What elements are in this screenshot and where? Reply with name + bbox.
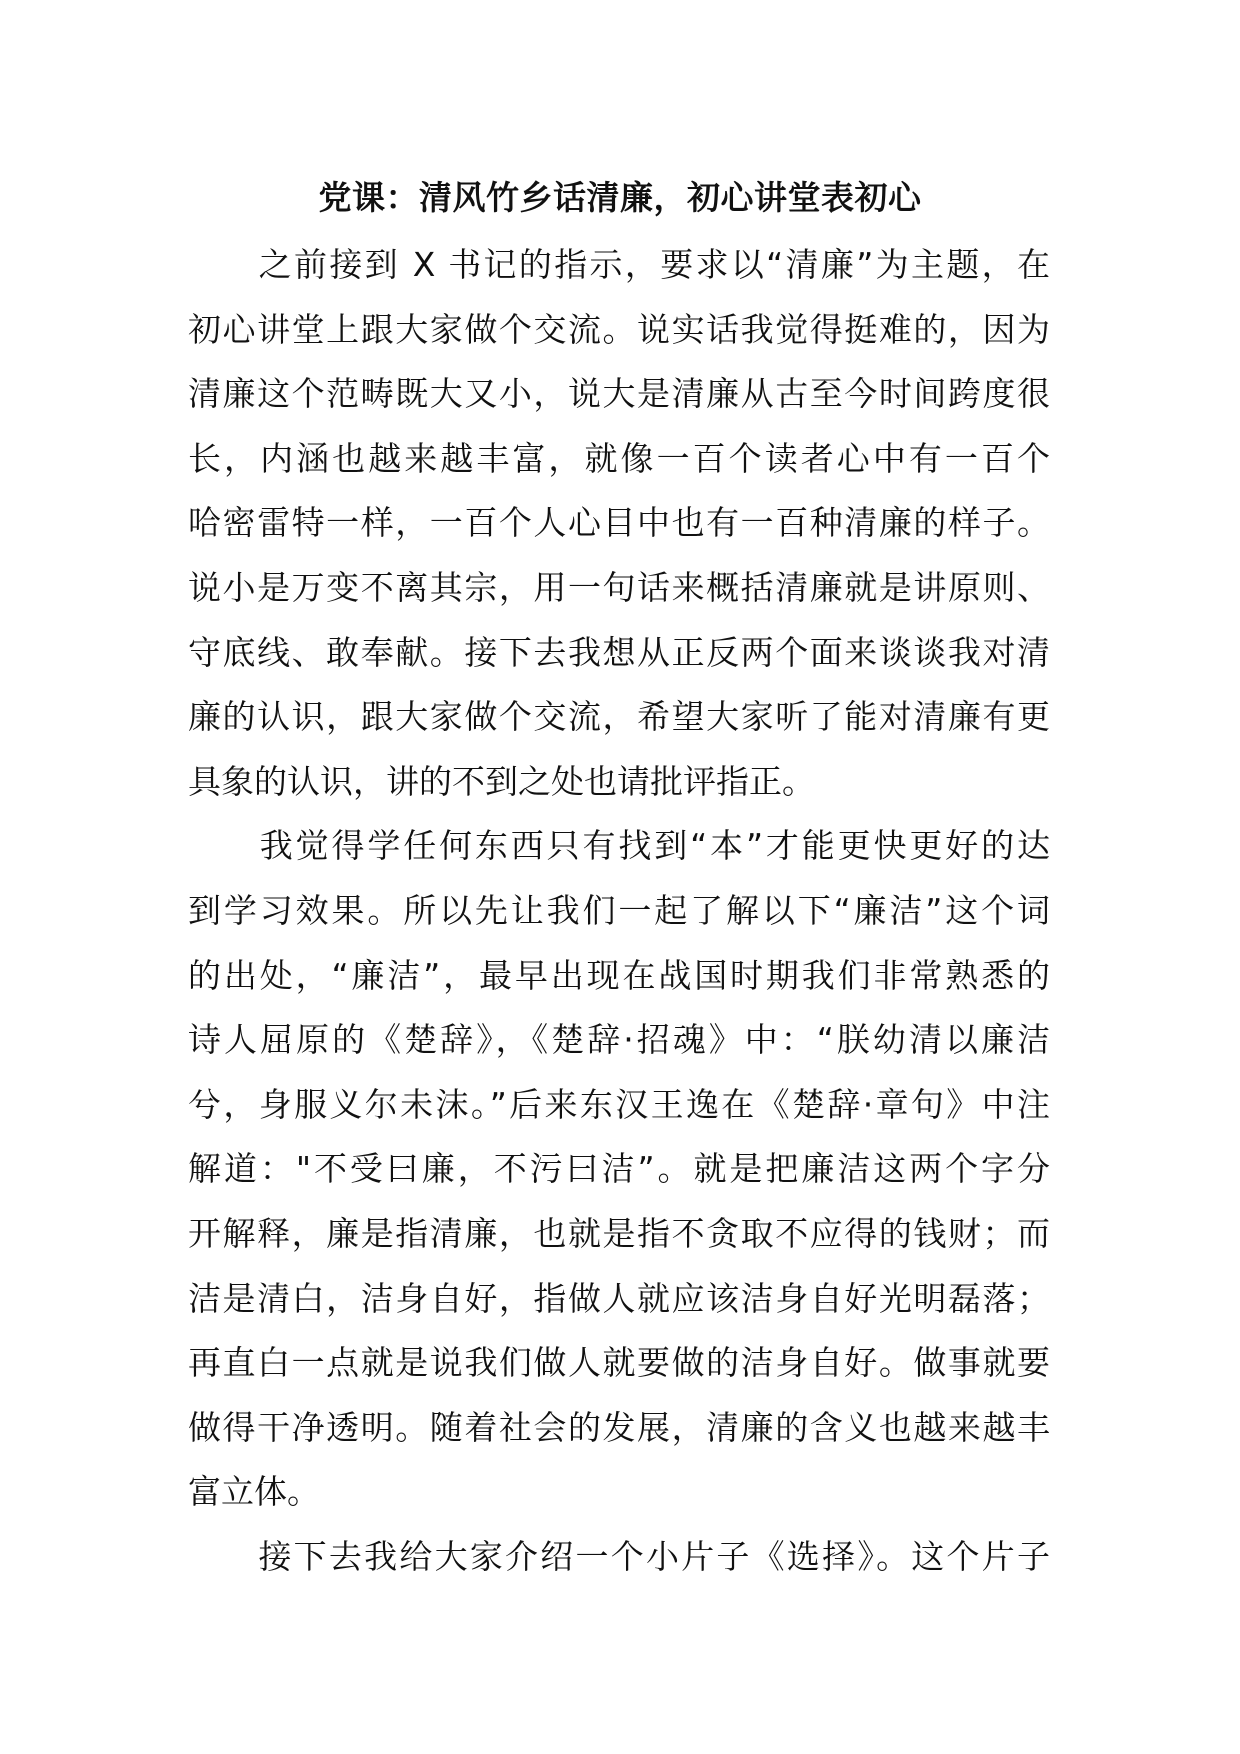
- text-line: 到学习效果。所以先让我们一起了解以下“廉洁”这个词: [188, 890, 1050, 930]
- text-line: 哈密雷特一样，一百个人心目中也有一百种清廉的样子。: [188, 503, 1050, 543]
- text-line: 解道："不受曰廉，不污曰洁”。就是把廉洁这两个字分: [188, 1149, 1050, 1189]
- text-line: 之前接到 X 书记的指示，要求以“清廉”为主题，在: [188, 245, 1050, 284]
- text-line: 具象的认识，讲的不到之处也请批评指正。: [188, 761, 815, 801]
- text-line: 富立体。: [188, 1472, 320, 1512]
- text-line: 接下去我给大家介绍一个小片子《选择》。这个片子: [188, 1536, 1050, 1576]
- text-line: 初心讲堂上跟大家做个交流。说实话我觉得挺难的，因为: [188, 309, 1050, 349]
- paragraph-3: [188, 1525, 1050, 1590]
- text-line: 我觉得学任何东西只有找到“本”才能更快更好的达: [188, 826, 1050, 866]
- text-line: 洁是清白，洁身自好，指做人就应该洁身自好光明磊落；: [188, 1278, 1050, 1318]
- text-line: 说小是万变不离其宗，用一句话来概括清廉就是讲原则、: [188, 567, 1050, 607]
- text-line: 做得干净透明。随着社会的发展，清廉的含义也越来越丰: [188, 1407, 1050, 1447]
- text-line: 开解释，廉是指清廉，也就是指不贪取不应得的钱财；而: [188, 1213, 1050, 1253]
- text-line: 兮，身服义尔未沫。”后来东汉王逸在《楚辞·章句》中注: [188, 1084, 1050, 1124]
- text-line: 廉的认识，跟大家做个交流，希望大家听了能对清廉有更: [188, 697, 1050, 737]
- text-line: 诗人屈原的《楚辞》，《楚辞·招魂》中：“朕幼清以廉洁: [188, 1020, 1050, 1060]
- text-line: 清廉这个范畴既大又小，说大是清廉从古至今时间跨度很: [188, 374, 1050, 414]
- text-line: 的出处，“廉洁”，最早出现在战国时期我们非常熟悉的: [188, 955, 1050, 995]
- text-line: 长，内涵也越来越丰富，就像一百个读者心中有一百个: [188, 438, 1050, 478]
- page-title: 党课：清风竹乡话清廉，初心讲堂表初心: [318, 178, 922, 217]
- document-body: [188, 233, 1050, 1589]
- paragraph-1: [188, 233, 1050, 814]
- text-line: 守底线、敢奉献。接下去我想从正反两个面来谈谈我对清: [188, 632, 1050, 672]
- paragraph-2: [188, 814, 1050, 1525]
- text-line: 再直白一点就是说我们做人就要做的洁身自好。做事就要: [188, 1343, 1050, 1383]
